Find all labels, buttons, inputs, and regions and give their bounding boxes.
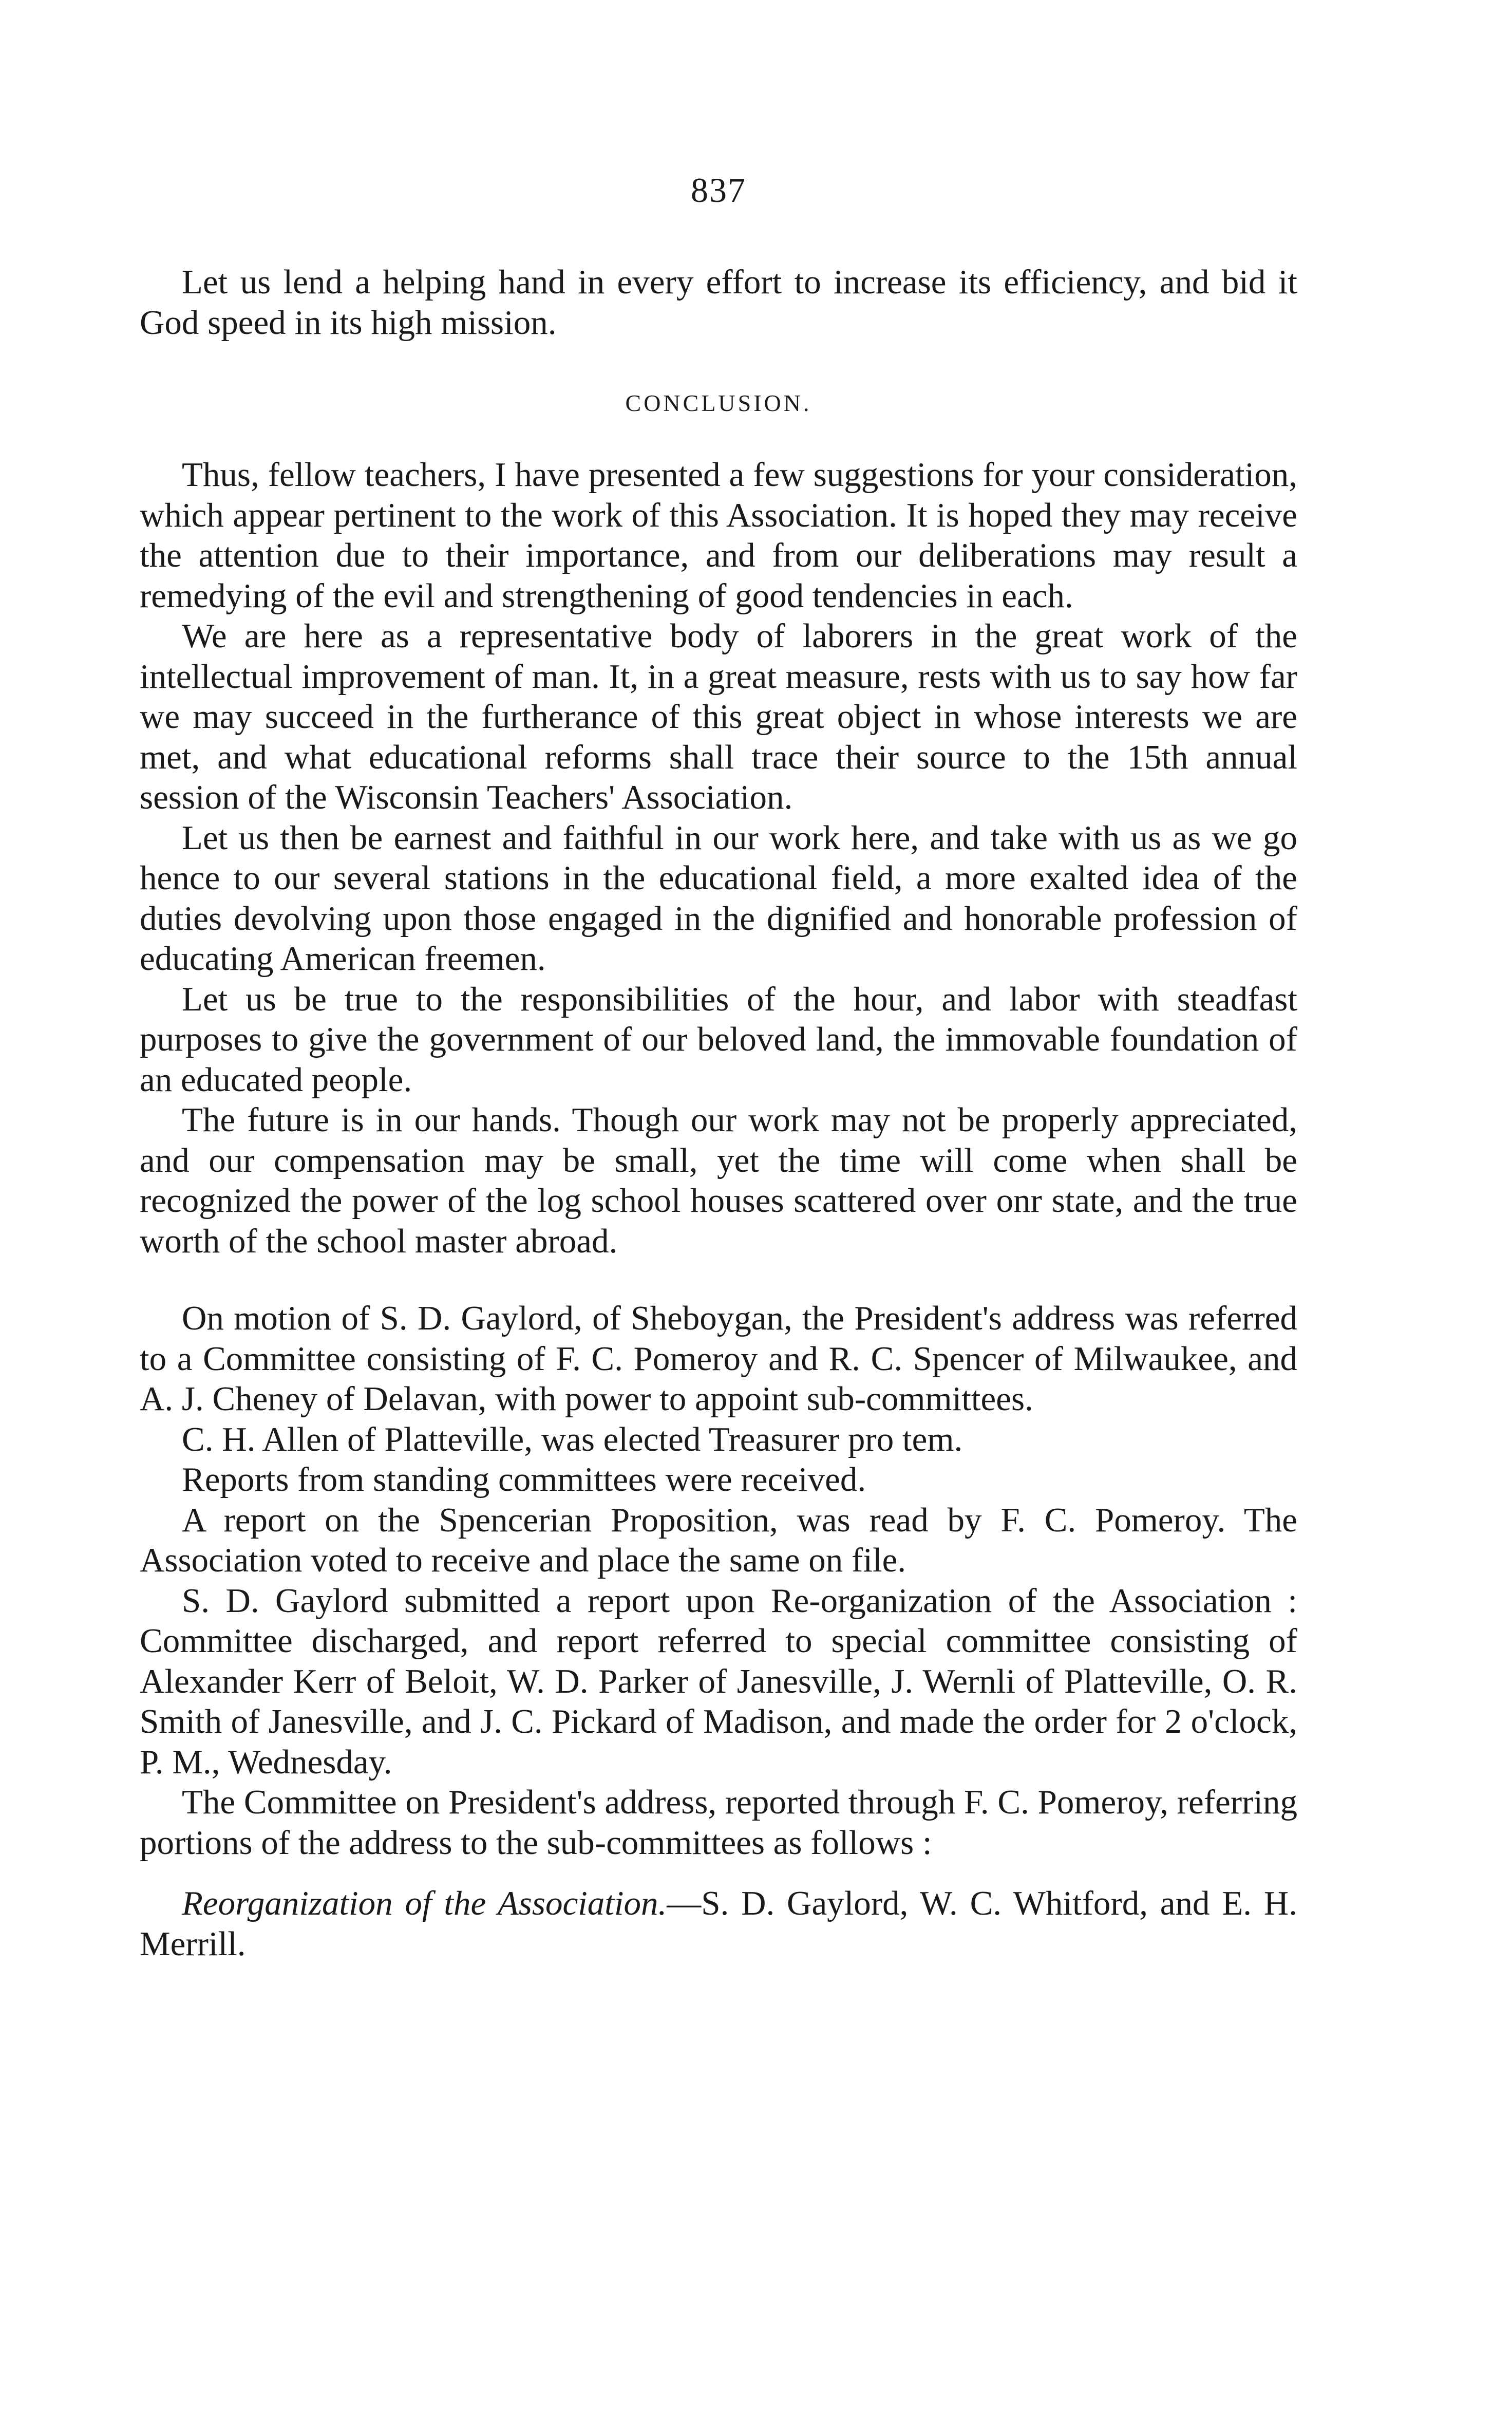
intro-paragraph: Let us lend a helping hand in every effort to increase its efficiency, and bid it God speed in its high mission. — [140, 263, 1297, 342]
minutes-paragraph: A report on the Spencerian Proposition, was read by F. C. Pomeroy. The Association voted to receive and place the same on file. — [140, 1501, 1297, 1579]
conclusion-paragraph: Let us then be earnest and faithful in our work here, and take with us as we go hence to our several stations in the educational field, a more exalted idea of the duties devolving upon those engaged in the dignified and honorable profession of educating American freemen. — [140, 818, 1297, 978]
conclusion-paragraph: We are here as a representative body of laborers in the great work of the intellectual improvement of man. It, in a great measure, rests with us to say how far we may succeed in the furtherance of this great object in whose interests we are met, and what educational reforms shall trace their source to the 15th annual session of the Wisconsin Teachers' Association. — [140, 617, 1297, 816]
minutes-paragraph: C. H. Allen of Platteville, was elected Treasurer pro tem. — [182, 1420, 963, 1458]
minutes-section — [140, 1298, 1297, 1863]
conclusion-section — [140, 455, 1297, 1261]
minutes-paragraph: S. D. Gaylord submitted a report upon Re-organization of the Association : Committee discharged, and report referred to special committee consisting of Alexander Kerr of Beloit, W. D. Parker of Janesville, J. Wernli of Platteville, O. R. Smith of Janesville, and J. C. Pickard of Madison, and made the order for 2 o'clock, P. M., Wednesday. — [140, 1581, 1297, 1781]
final-entry-title: Reorganization of the Association. — [182, 1884, 667, 1922]
minutes-paragraph: On motion of S. D. Gaylord, of Sheboygan, the President's address was referred to a Committee consisting of F. C. Pomeroy and R. C. Spencer of Milwaukee, and A. J. Cheney of Delavan, with power to appoint sub-committees. — [140, 1299, 1297, 1418]
final-entry — [140, 1883, 1297, 1964]
conclusion-paragraph: Thus, fellow teachers, I have presented a few suggestions for your consideration, which appear pertinent to the work of this Association. It is hoped they may receive the attention due to their importance, and from our deliberations may result a remedying of the evil and strengthening of good tendencies in each. — [140, 456, 1297, 615]
conclusion-paragraph: Let us be true to the responsibilities of the hour, and labor with steadfast purposes to give the government of our beloved land, the immovable foundation of an educated people. — [140, 980, 1297, 1099]
section-heading: CONCLUSION. — [625, 390, 812, 416]
page-number: 837 — [691, 171, 746, 210]
final-entry-text: —S. D. Gaylord, W. C. Whitford, and E. H. Merrill. — [140, 1884, 1297, 1963]
conclusion-paragraph: The future is in our hands. Though our work may not be properly appreciated, and our compensation may be small, yet the time will come when shall be recognized the power of the log school houses scattered over onr state, and the true worth of the school master abroad. — [140, 1101, 1297, 1260]
minutes-paragraph: The Committee on President's address, reported through F. C. Pomeroy, referring portions of the address to the sub-committees as follows : — [140, 1783, 1297, 1862]
minutes-paragraph: Reports from standing committees were received. — [182, 1460, 866, 1499]
document-page — [140, 170, 1297, 1964]
